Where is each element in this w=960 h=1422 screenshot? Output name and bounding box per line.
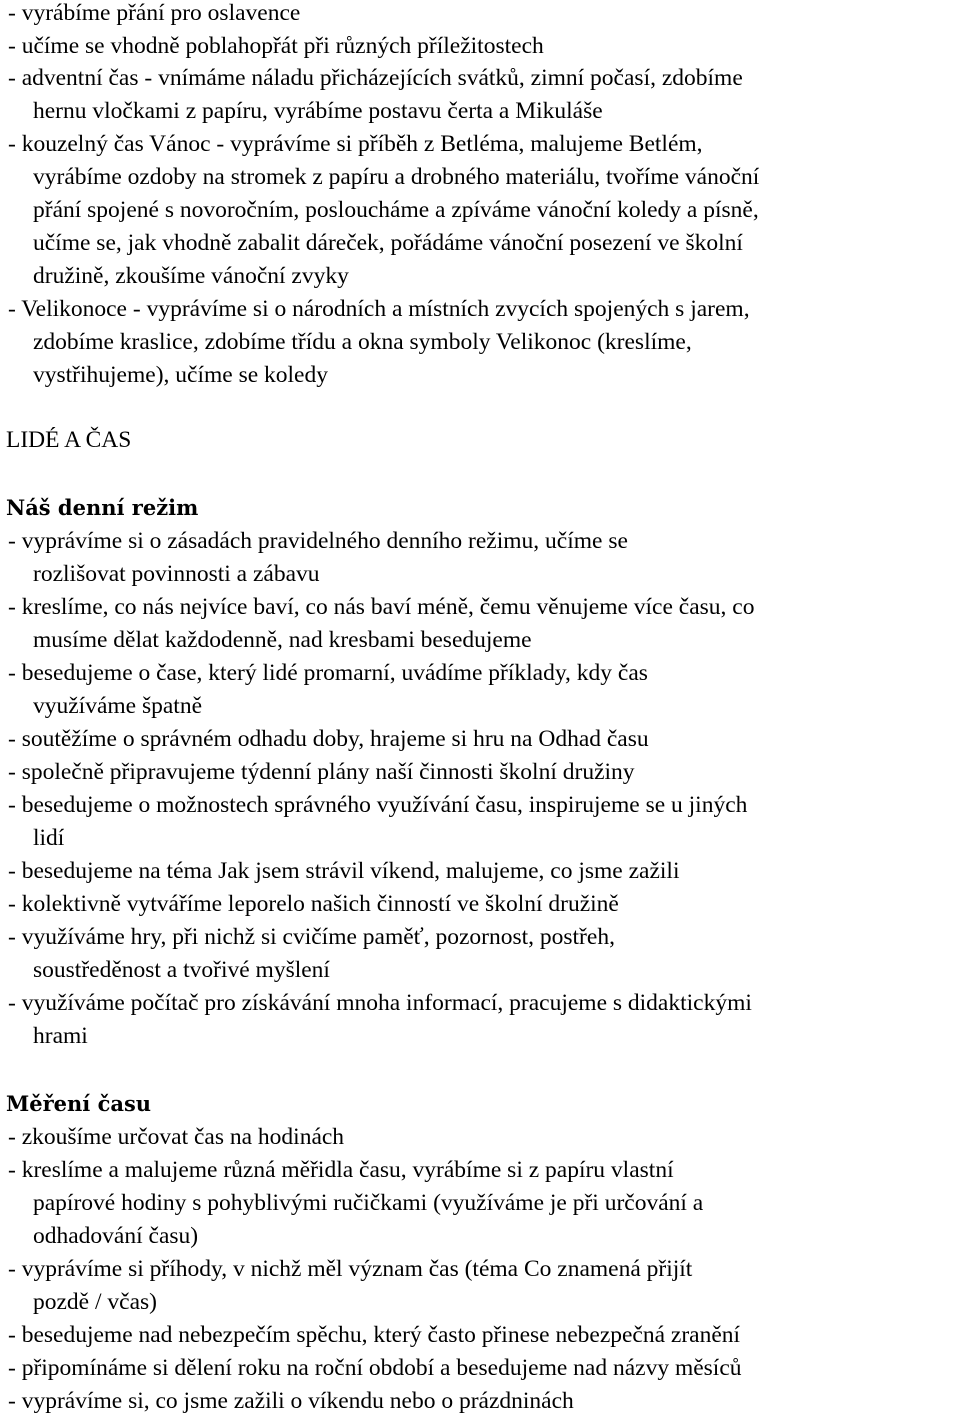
text-line: - využíváme počítač pro získávání mnoha informací, pracujeme s didaktickými bbox=[8, 990, 752, 1016]
section-heading: LIDÉ A ČAS bbox=[6, 427, 132, 453]
text-line: - vyrábíme přání pro oslavence bbox=[8, 0, 301, 26]
text-line: - kouzelný čas Vánoc - vyprávíme si příběh z Betléma, malujeme Betlém, bbox=[8, 131, 703, 157]
text-line: - besedujeme nad nebezpečím spěchu, který často přinese nebezpečná zranění bbox=[8, 1322, 741, 1348]
text-line: - kreslíme a malujeme různá měřidla času, vyrábíme si z papíru vlastní bbox=[8, 1157, 674, 1183]
text-line: družině, zkoušíme vánoční zvyky bbox=[33, 263, 349, 289]
text-line: - soutěžíme o správném odhadu doby, hrajeme si hru na Odhad času bbox=[8, 726, 649, 752]
text-line: musíme dělat každodenně, nad kresbami besedujeme bbox=[33, 627, 532, 653]
text-line: - zkoušíme určovat čas na hodinách bbox=[8, 1124, 345, 1150]
text-line: papírové hodiny s pohyblivými ručičkami (využíváme je při určování a bbox=[33, 1190, 704, 1216]
text-line: - využíváme hry, při nichž si cvičíme paměť, pozornost, postřeh, bbox=[8, 924, 615, 950]
text-line: přání spojené s novoročním, posloucháme a zpíváme vánoční koledy a písně, bbox=[33, 197, 759, 223]
text-line: rozlišovat povinnosti a zábavu bbox=[33, 561, 320, 587]
text-line: - vyprávíme si příhody, v nichž měl význam čas (téma Co znamená přijít bbox=[8, 1256, 693, 1282]
text-line: pozdě / včas) bbox=[33, 1289, 157, 1315]
text-line: soustředěnost a tvořivé myšlení bbox=[33, 957, 330, 983]
text-line: - besedujeme o čase, který lidé promarní, uvádíme příklady, kdy čas bbox=[8, 660, 648, 686]
text-line: vystřihujeme), učíme se koledy bbox=[33, 362, 328, 388]
text-line: - společně připravujeme týdenní plány naší činnosti školní družiny bbox=[8, 759, 635, 785]
text-line: odhadování času) bbox=[33, 1223, 199, 1249]
text-line: - besedujeme o možnostech správného využívání času, inspirujeme se u jiných bbox=[8, 792, 748, 818]
text-line: - vyprávíme si o zásadách pravidelného denního režimu, učíme se bbox=[8, 528, 628, 554]
text-line: - kreslíme, co nás nejvíce baví, co nás baví méně, čemu věnujeme více času, co bbox=[8, 594, 755, 620]
text-line: vyrábíme ozdoby na stromek z papíru a drobného materiálu, tvoříme vánoční bbox=[33, 164, 760, 190]
text-line: zdobíme kraslice, zdobíme třídu a okna symboly Velikonoc (kreslíme, bbox=[33, 329, 692, 355]
text-line: - vyprávíme si, co jsme zažili o víkendu nebo o prázdninách bbox=[8, 1388, 574, 1414]
text-line: - připomínáme si dělení roku na roční období a besedujeme nad názvy měsíců bbox=[8, 1355, 742, 1381]
text-line: učíme se, jak vhodně zabalit dáreček, pořádáme vánoční posezení ve školní bbox=[33, 230, 743, 256]
text-line: - učíme se vhodně poblahopřát při různých příležitostech bbox=[8, 33, 544, 59]
text-line: - adventní čas - vnímáme náladu přicházejících svátků, zimní počasí, zdobíme bbox=[8, 65, 743, 91]
text-line: využíváme špatně bbox=[33, 693, 203, 719]
text-line: - kolektivně vytváříme leporelo našich činností ve školní družině bbox=[8, 891, 619, 917]
subsection-title: Náš denní režim bbox=[6, 495, 199, 520]
text-line: - Velikonoce - vyprávíme si o národních a místních zvycích spojených s jarem, bbox=[8, 296, 750, 322]
text-line: hrami bbox=[33, 1023, 88, 1049]
subsection-title: Měření času bbox=[6, 1091, 152, 1116]
text-line: - besedujeme na téma Jak jsem strávil víkend, malujeme, co jsme zažili bbox=[8, 858, 680, 884]
text-line: lidí bbox=[33, 825, 65, 851]
text-line: hernu vločkami z papíru, vyrábíme postavu čerta a Mikuláše bbox=[33, 98, 603, 124]
